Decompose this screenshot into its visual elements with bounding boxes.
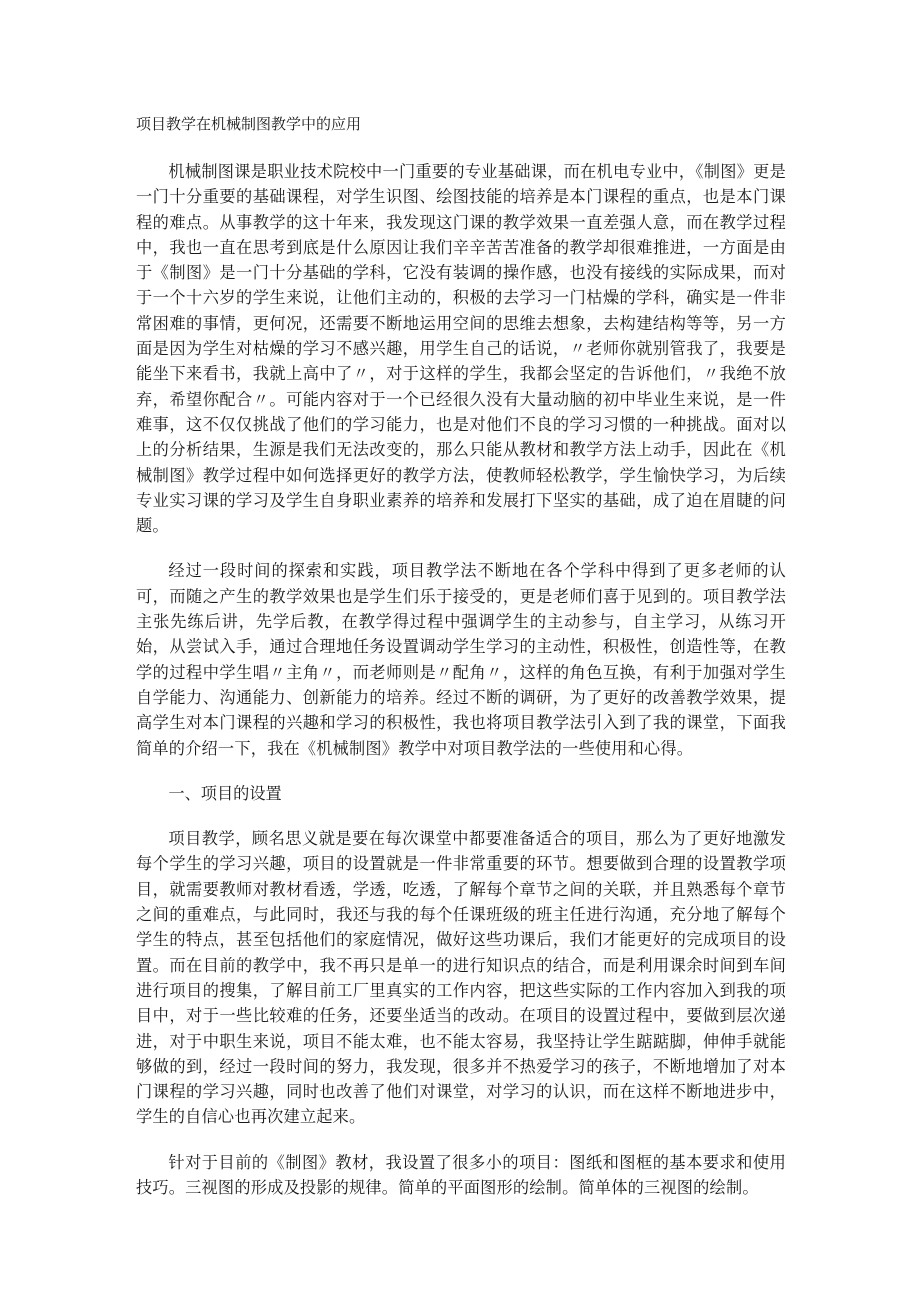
section-heading-project-setup: 一、项目的设置	[168, 783, 282, 803]
paragraph-project-method: 经过一段时间的探索和实践，项目教学法不断地在各个学科中得到了更多老师的认可，而随之产生的教学效果也是学生们乐于接受的，更是老师们喜于见到的。项目教学法主张先练后讲，先学后教，在教学得过程中强调学生的主动参与，自主学习，从练习开始，从尝试入手，通过合理地任务设置调动学生学习的主动性，积极性，创造性等，在教学的过程中学生唱〃主角〃，而老师则是〃配角〃，这样的角色互换，有利于加强对学生自学能力、沟通能力、创新能力的培养。经过不断的调研，为了更好的改善教学效果，提高学生对本门课程的兴趣和学习的积极性，我也将项目教学法引入到了我的课堂，下面我简单的介绍一下，我在《机械制图》教学中对项目教学法的一些使用和心得。	[136, 561, 786, 758]
document-title: 项目教学在机械制图教学中的应用	[136, 115, 362, 133]
document-page	[136, 113, 786, 1220]
paragraph-textbook-projects: 针对于目前的《制图》教材，我设置了很多小的项目：图纸和图框的基本要求和使用技巧。三视图的形成及投影的规律。简单的平面图形的绘制。简单体的三视图的绘制。	[136, 1152, 786, 1197]
paragraph-intro: 机械制图课是职业技术院校中一门重要的专业基础课，而在机电专业中，《制图》更是一门十分重要的基础课程，对学生识图、绘图技能的培养是本门课程的重点，也是本门课程的难点。从事教学的这十年来，我发现这门课的教学效果一直差强人意，而在教学过程中，我也一直在思考到底是什么原因让我们辛辛苦苦准备的教学却很难推进，一方面是由于《制图》是一门十分基础的学科，它没有装调的操作感，也没有接线的实际成果，而对于一个十六岁的学生来说，让他们主动的，积极的去学习一门枯燥的学科，确实是一件非常困难的事情，更何况，还需要不断地运用空间的思维去想象，去构建结构等等，另一方面是因为学生对枯燥的学习不感兴趣，用学生自己的话说，〃老师你就别管我了，我要是能坐下来看书，我就上高中了〃，对于这样的学生，我都会坚定的告诉他们，〃我绝不放弃，希望你配合〃。可能内容对于一个已经很久没有大量动脑的初中毕业生来说，是一件难事，这不仅仅挑战了他们的学习能力，也是对他们不良的学习习惯的一种挑战。面对以上的分析结果，生源是我们无法改变的，那么只能从教材和教学方法上动手，因此在《机械制图》教学过程中如何选择更好的教学方法，使教师轻松教学，学生愉快学习，为后续专业实习课的学习及学生自身职业素养的培养和发展打下坚实的基础，成了迫在眉睫的问题。	[136, 162, 786, 536]
paragraph-project-setup: 项目教学，顾名思义就是要在每次课堂中都要准备适合的项目，那么为了更好地激发每个学生的学习兴趣，项目的设置就是一件非常重要的环节。想要做到合理的设置教学项目，就需要教师对教材看透，学透，吃透，了解每个章节之间的关联，并且熟悉每个章节之间的重难点，与此同时，我还与我的每个任课班级的班主任进行沟通，充分地了解每个学生的特点，甚至包括他们的家庭情况，做好这些功课后，我们才能更好的完成项目的设置。而在目前的教学中，我不再只是单一的进行知识点的结合，而是利用课余时间到车间进行项目的搜集，了解目前工厂里真实的工作内容，把这些实际的工作内容加入到我的项目中，对于一些比较难的任务，还要坐适当的改动。在项目的设置过程中，要做到层次递进，对于中职生来说，项目不能太难，也不能太容易，我坚持让学生踮踮脚，伸伸手就能够做的到，经过一段时间的努力，我发现，很多并不热爱学习的孩子，不断地增加了对本门课程的学习兴趣，同时也改善了他们对课堂，对学习的认识，而在这样不断地进步中，学生的自信心也再次建立起来。	[136, 829, 786, 1127]
